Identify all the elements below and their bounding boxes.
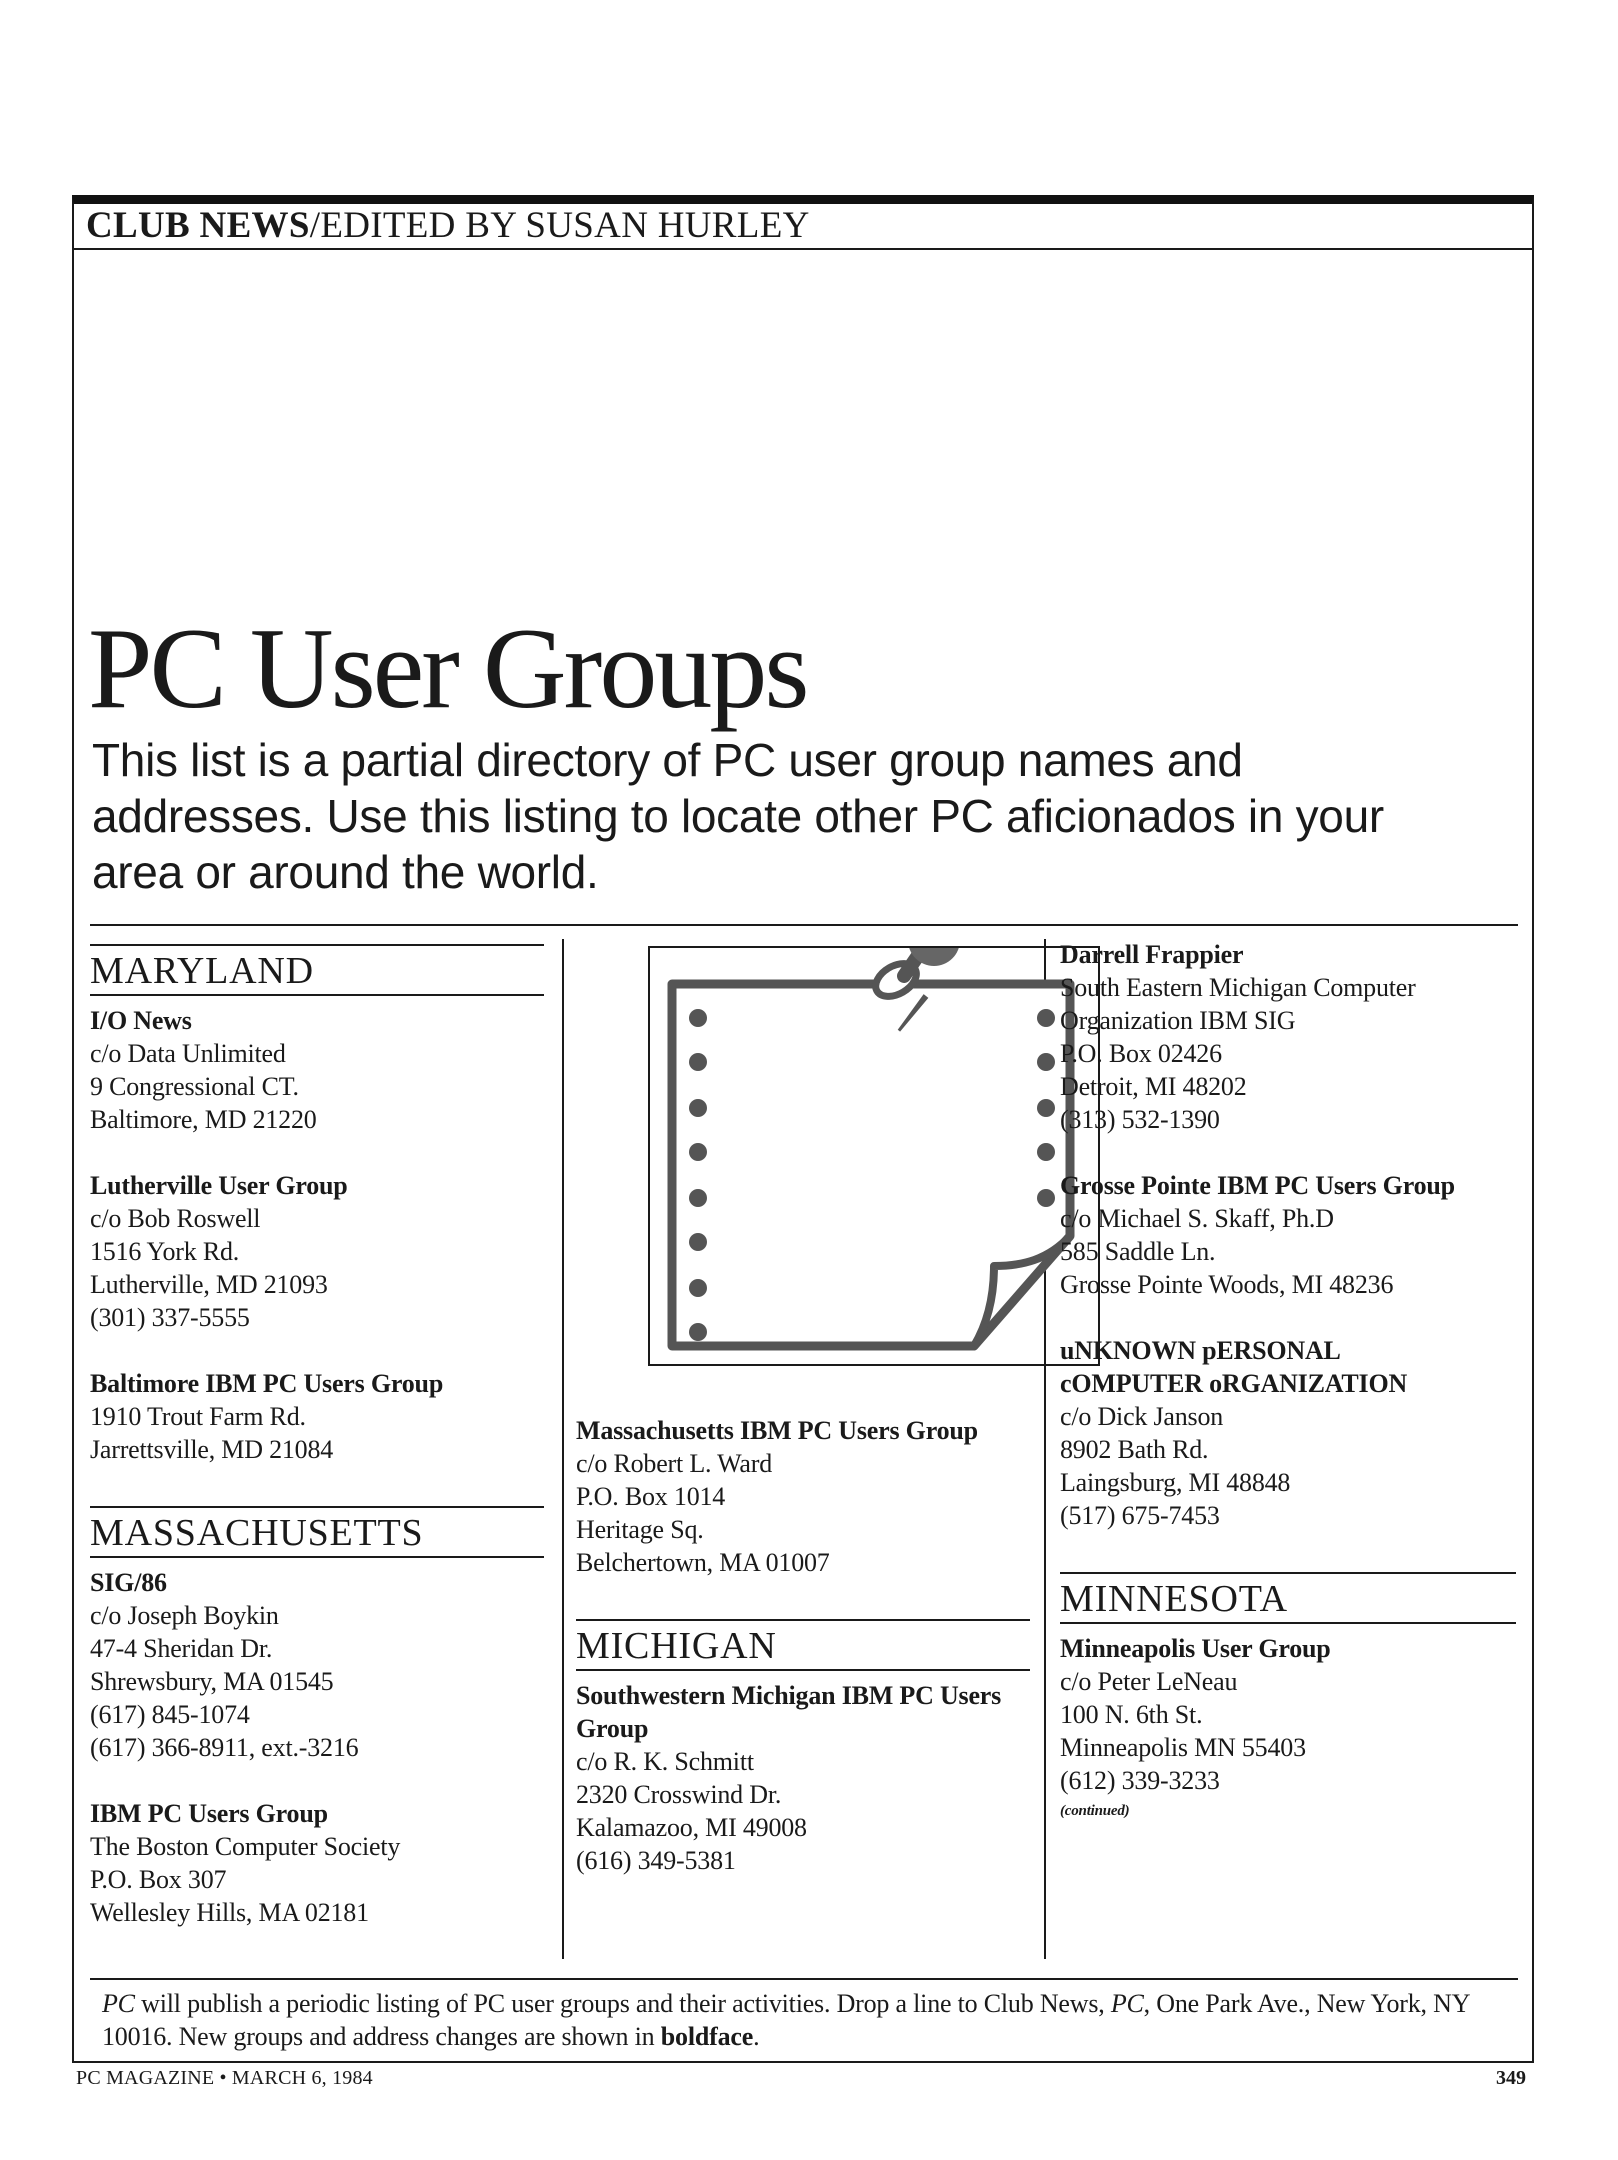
group-name: uNKNOWN pERSONAL cOMPUTER oRGANIZATION [1060,1336,1408,1398]
section-divider [90,924,1518,926]
address-line: c/o Dick Janson [1060,1402,1224,1431]
footer-note-text: , One Park Ave., New York, NY 10016. New groups and address changes are shown in [102,1989,1470,2051]
column-left [90,944,544,1929]
address-line: Organization IBM SIG [1060,1006,1296,1035]
list-item [576,1679,1030,1877]
page-number: 349 [1496,2067,1526,2089]
pinned-note-icon [650,948,1098,1364]
list-item [1060,1169,1516,1301]
group-name: SIG/86 [90,1568,167,1597]
address-line: P.O. Box 02426 [1060,1039,1222,1068]
state-heading: MICHIGAN [576,1619,1030,1671]
address-line: c/o Robert L. Ward [576,1449,772,1478]
address-line: c/o Joseph Boykin [90,1601,279,1630]
boldface-word: boldface [660,2022,754,2051]
section-name: CLUB NEWS [86,205,310,246]
address-line: (301) 337-5555 [90,1303,250,1332]
address-line: South Eastern Michigan Computer [1060,973,1416,1002]
address-line: Kalamazoo, MI 49008 [576,1813,807,1842]
pc-italic: PC [102,1989,135,2018]
address-line: c/o Bob Roswell [90,1204,261,1233]
page-title: PC User Groups [88,605,807,733]
list-item [90,1367,544,1466]
address-line: Detroit, MI 48202 [1060,1072,1247,1101]
intro-paragraph: This list is a partial directory of PC user group names and addresses. Use this listing to locate other PC aficionados in your area or around the world. [92,734,1384,898]
address-line: Belchertown, MA 01007 [576,1548,830,1577]
address-line: (617) 845-1074 [90,1700,250,1729]
group-name: Grosse Pointe IBM PC Users Group [1060,1171,1455,1200]
pc-italic: PC [1110,1989,1144,2018]
address-line: Lutherville, MD 21093 [90,1270,328,1299]
list-item [1060,1334,1516,1532]
footer-note [102,1987,1512,2053]
footer-note-end: . [753,2022,760,2051]
address-line: Baltimore, MD 21220 [90,1105,317,1134]
section-header [74,204,1532,250]
address-line: 585 Saddle Ln. [1060,1237,1216,1266]
state-heading: MARYLAND [90,944,544,996]
column-divider-left [562,939,564,1959]
list-item [1060,938,1516,1136]
address-line: c/o R. K. Schmitt [576,1747,754,1776]
address-line: 47-4 Sheridan Dr. [90,1634,273,1663]
footer-note-text: will publish a periodic listing of PC user groups and their activities. Drop a line to Club News, [134,1989,1111,2018]
group-name: IBM PC Users Group [90,1799,328,1828]
list-item [90,1797,544,1929]
address-line: (517) 675-7453 [1060,1501,1220,1530]
address-line: 100 N. 6th St. [1060,1700,1203,1729]
note-illustration [648,946,1100,1366]
address-line: P.O. Box 307 [90,1865,227,1894]
address-line: 8902 Bath Rd. [1060,1435,1209,1464]
address-line: 1910 Trout Farm Rd. [90,1402,306,1431]
list-item [90,1169,544,1334]
address-line: Shrewsbury, MA 01545 [90,1667,334,1696]
section-byline: /EDITED BY SUSAN HURLEY [309,205,810,246]
state-heading: MASSACHUSETTS [90,1506,544,1558]
address-line: The Boston Computer Society [90,1832,401,1861]
address-line: c/o Michael S. Skaff, Ph.D [1060,1204,1334,1233]
group-name: Massachusetts IBM PC Users Group [576,1416,978,1445]
column-middle [576,1414,1030,1877]
group-name: Southwestern Michigan IBM PC Users Group [576,1681,1002,1743]
list-item [90,1566,544,1764]
address-line: 2320 Crosswind Dr. [576,1780,782,1809]
address-line: Heritage Sq. [576,1515,704,1544]
address-line: P.O. Box 1014 [576,1482,726,1511]
group-name: Baltimore IBM PC Users Group [90,1369,444,1398]
address-line: Wellesley Hills, MA 02181 [90,1898,369,1927]
address-line: (612) 339-3233 [1060,1766,1220,1795]
address-line: c/o Data Unlimited [90,1039,286,1068]
continued-label: (continued) [1060,1803,1130,1819]
address-line: Jarrettsville, MD 21084 [90,1435,334,1464]
group-name: Lutherville User Group [90,1171,348,1200]
address-line: (617) 366-8911, ext.-3216 [90,1733,359,1762]
state-heading: MINNESOTA [1060,1572,1516,1624]
article-frame [72,195,1534,2063]
address-line: Laingsburg, MI 48848 [1060,1468,1291,1497]
address-line: c/o Peter LeNeau [1060,1667,1238,1696]
list-item [90,1004,544,1136]
group-name: Darrell Frappier [1060,940,1244,969]
address-line: Grosse Pointe Woods, MI 48236 [1060,1270,1394,1299]
group-name: Minneapolis User Group [1060,1634,1331,1663]
address-line: (616) 349-5381 [576,1846,736,1875]
magazine-footer: PC MAGAZINE • MARCH 6, 1984 [76,2067,373,2089]
footer-divider [90,1978,1518,1980]
address-line: 1516 York Rd. [90,1237,240,1266]
address-line: (313) 532-1390 [1060,1105,1220,1134]
group-name: I/O News [90,1006,192,1035]
column-right [1060,938,1516,1825]
list-item [1060,1632,1516,1825]
list-item [576,1414,1030,1579]
address-line: Minneapolis MN 55403 [1060,1733,1306,1762]
address-line: 9 Congressional CT. [90,1072,299,1101]
